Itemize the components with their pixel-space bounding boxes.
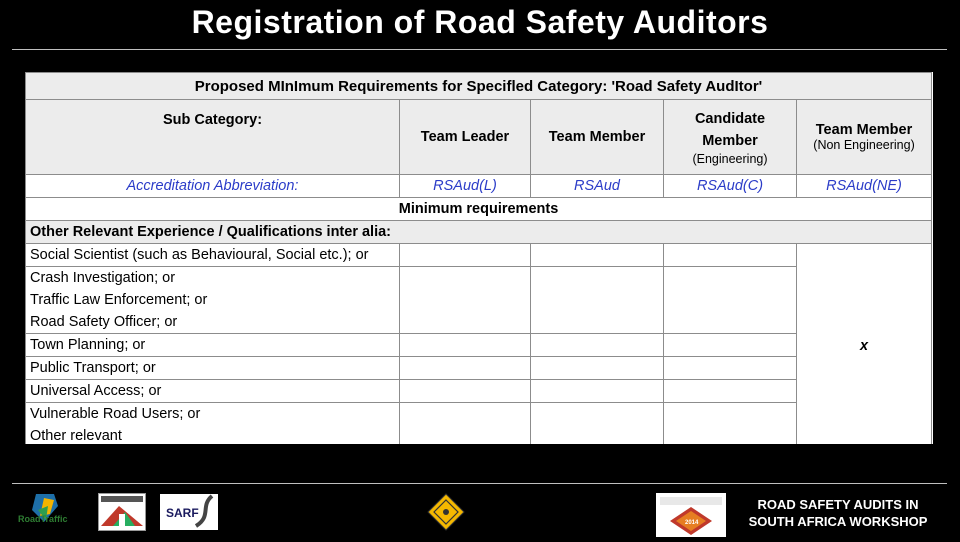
sarf-logo-text: SARF [166, 506, 199, 520]
conference-year: 2014 [685, 520, 699, 526]
col-team-member: Team Member [531, 100, 664, 175]
item-crash-investigation: Crash Investigation; or [26, 267, 400, 290]
title-divider [12, 49, 947, 50]
footer-caption [728, 496, 948, 530]
team-member-ne-mark: x [797, 244, 932, 445]
accreditation-label: Accreditation Abbreviation: [26, 175, 400, 198]
item-traffic-law: Traffic Law Enforcement; or [26, 289, 400, 311]
conference-logo [656, 493, 726, 537]
team-member-ne-note: (Non Engineering) [813, 138, 915, 152]
item-town-planning: Town Planning; or [26, 334, 400, 357]
candidate-member-note: (Engineering) [692, 152, 768, 166]
footer-divider [12, 483, 947, 484]
footer-caption-line1: ROAD SAFETY AUDITS IN [757, 497, 919, 512]
slide-title: Registration of Road Safety Auditors [191, 4, 769, 40]
other-experience-label: Other Relevant Experience / Qualifications inter alia: [26, 221, 932, 244]
col-candidate-member [664, 100, 797, 175]
abbr-team-member: RSAud [531, 175, 664, 198]
abbr-team-member-ne: RSAud(NE) [797, 175, 932, 198]
item-social-scientist: Social Scientist (such as Behavioural, Social etc.); or [26, 244, 400, 267]
abbr-candidate-member: RSAud(C) [664, 175, 797, 198]
minimum-requirements-label: Minimum requirements [26, 198, 932, 221]
item-public-transport: Public Transport; or [26, 357, 400, 380]
table-title: Proposed MInImum Requirements for Specifled Category: 'Road Safety AudItor' [26, 73, 932, 100]
item-road-safety-officer: Road Safety Officer; or [26, 311, 400, 334]
abbr-team-leader: RSAud(L) [400, 175, 531, 198]
rtmc-logo-text: RoadTraffic [18, 514, 68, 524]
col-team-leader: Team Leader [400, 100, 531, 175]
candidate-member-label: Candidate Member [694, 111, 766, 149]
requirements-table-image [25, 72, 933, 444]
item-vulnerable-road-users: Vulnerable Road Users; or [26, 403, 400, 426]
requirements-table [25, 72, 932, 444]
col-team-member-ne [797, 100, 932, 175]
road-sign-logo [427, 493, 465, 531]
item-universal-access: Universal Access; or [26, 380, 400, 403]
item-other-relevant: Other relevant [26, 425, 400, 444]
partner-logo [98, 493, 146, 531]
team-member-ne-label: Team Member [815, 122, 913, 138]
sub-category-label: Sub Category: [26, 100, 400, 175]
footer-caption-line2: SOUTH AFRICA WORKSHOP [748, 514, 928, 529]
